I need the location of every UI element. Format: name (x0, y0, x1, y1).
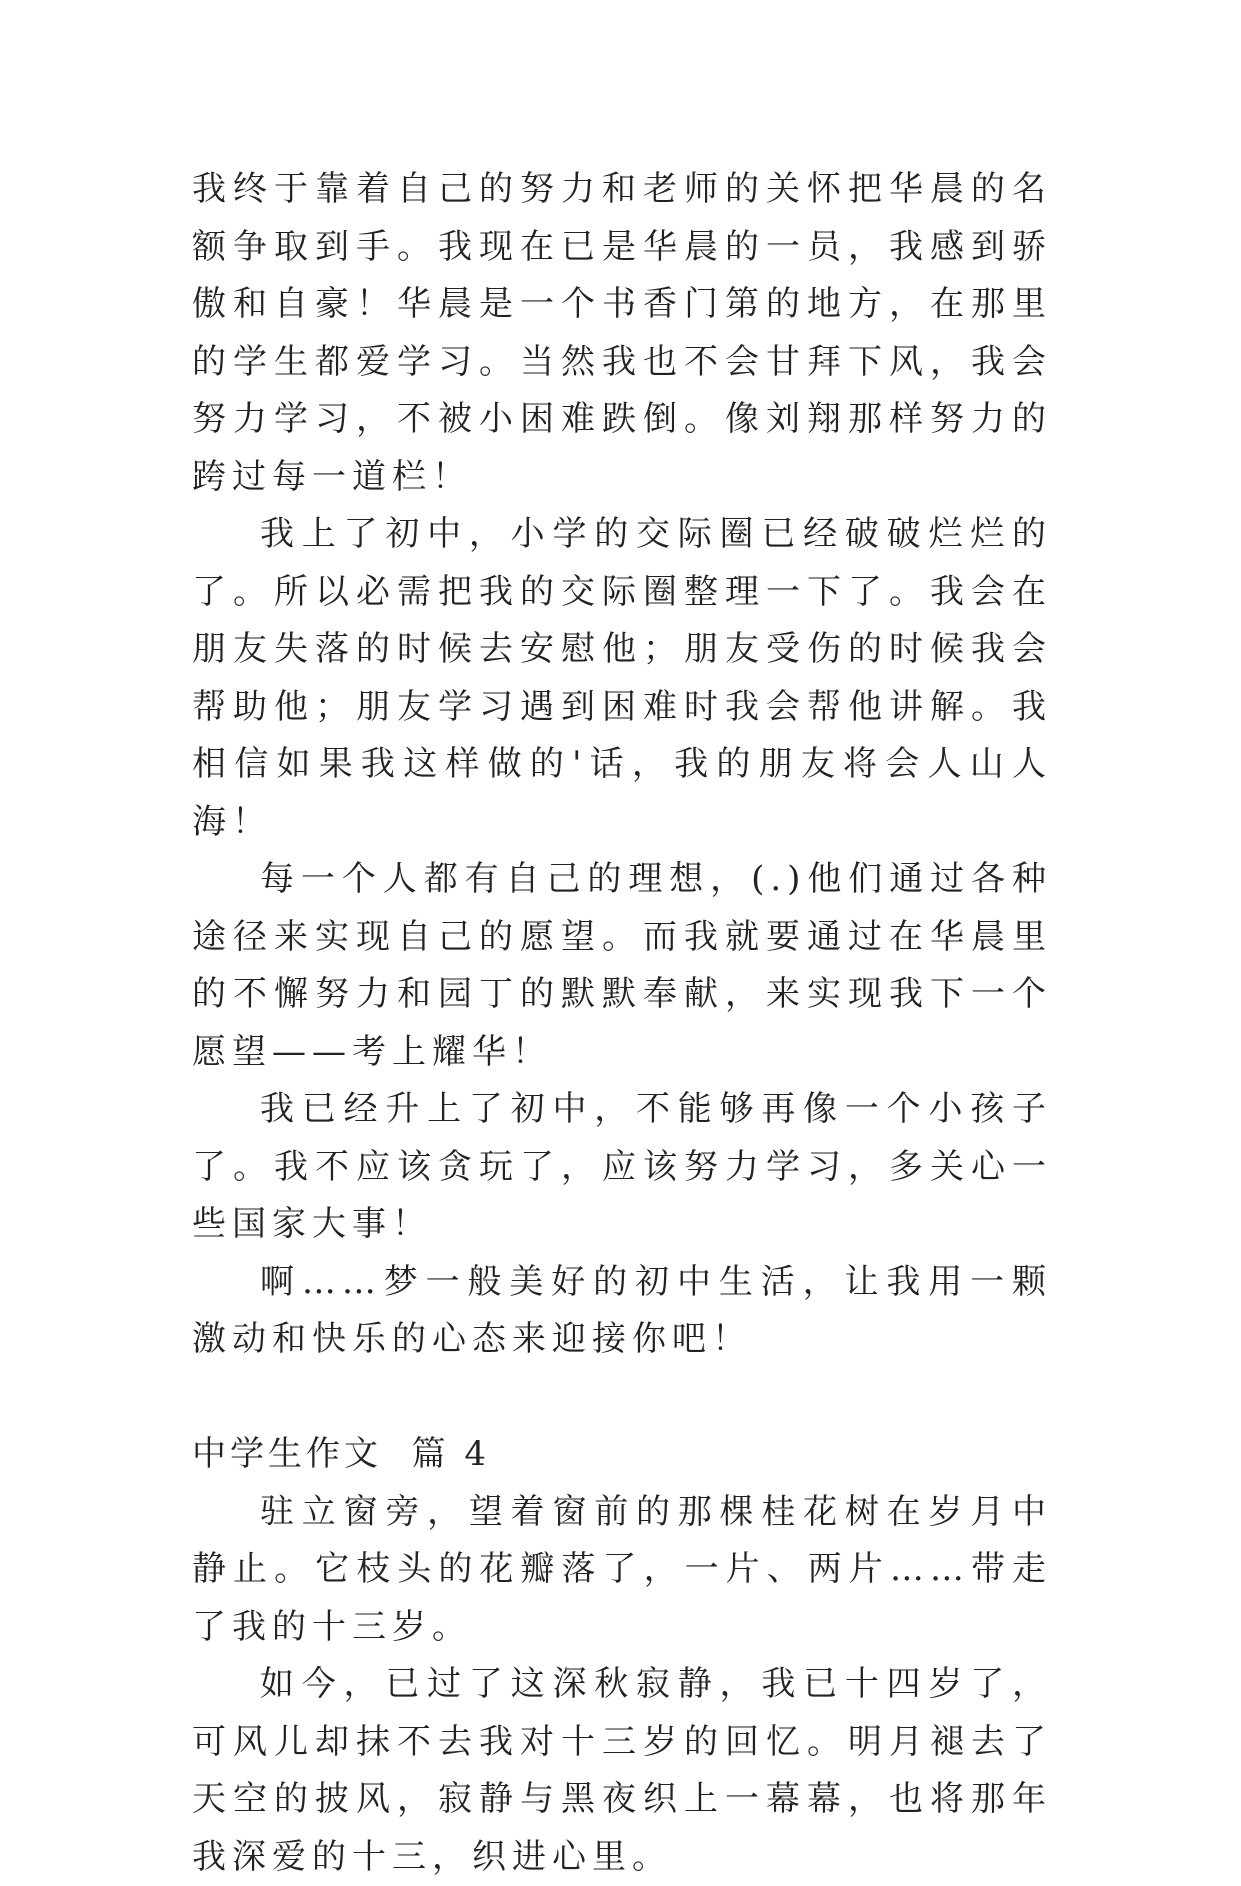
paragraph: 驻立窗旁，望着窗前的那棵桂花树在岁月中静止。它枝头的花瓣落了，一片、两片……带走了我的十三岁。 (192, 1491, 1052, 1647)
paragraph: 我终于靠着自己的努力和老师的关怀把华晨的名额争取到手。我现在已是华晨的一员，我感到骄傲和自豪！华晨是一个书香门第的地方，在那里的学生都爱学习。当然我也不会甘拜下风，我会努力学习，不被小困难跌倒。像刘翔那样努力的跨过每一道栏！ (192, 169, 1052, 497)
document-body (192, 161, 1052, 1886)
paragraph: 每一个人都有自己的理想，(.)他们通过各种途径来实现自己的愿望。而我就要通过在华晨里的不懈努力和园丁的默默奉献，来实现我下一个愿望——考上耀华！ (192, 859, 1052, 1072)
paragraph: 啊……梦一般美好的初中生活，让我用一颗激动和快乐的心态来迎接你吧！ (192, 1261, 1052, 1359)
section-heading: 中学生作文 篇 4 (192, 1434, 491, 1474)
paragraph: 我上了初中，小学的交际圈已经破破烂烂的了。所以必需把我的交际圈整理一下了。我会在朋友失落的时候去安慰他；朋友受伤的时候我会帮助他；朋友学习遇到困难时我会帮他讲解。我相信如果我这样做的'话，我的朋友将会人山人海！ (192, 514, 1052, 842)
paragraph: 如今，已过了这深秋寂静，我已十四岁了，可风儿却抹不去我对十三岁的回忆。明月褪去了天空的披风，寂静与黑夜织上一幕幕，也将那年我深爱的十三，织进心里。 (192, 1664, 1052, 1877)
paragraph: 我已经升上了初中，不能够再像一个小孩子了。我不应该贪玩了，应该努力学习，多关心一些国家大事！ (192, 1089, 1052, 1244)
